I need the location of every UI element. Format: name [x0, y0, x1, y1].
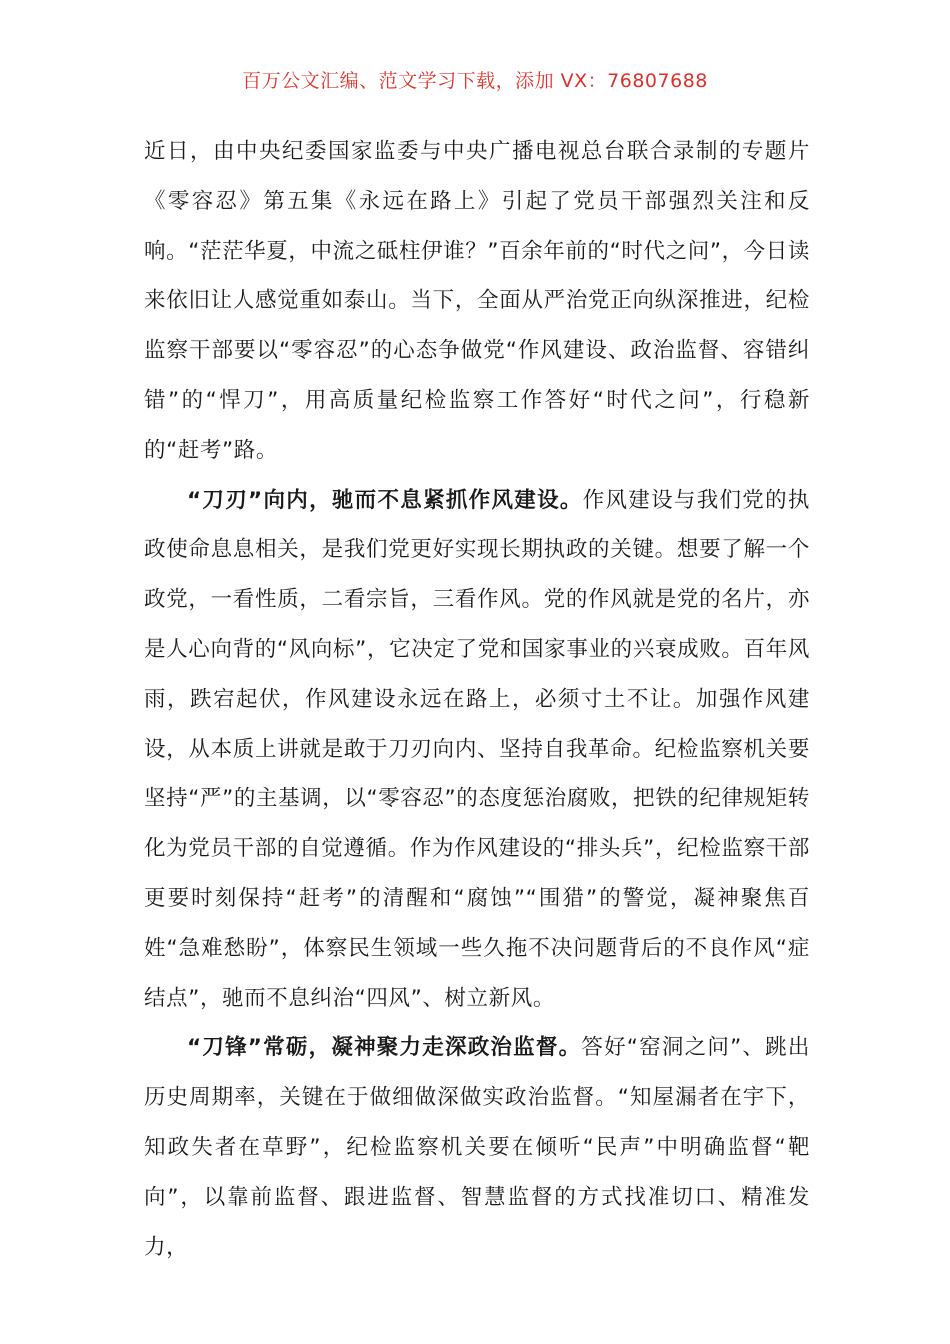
paragraph-text: 答好“窑洞之问”、跳出历史周期率，关键在于做细做深做实政治监督。“知屋漏者在宇下，知政失者在草野”，纪检监察机关要在倾听“民声”中明确监督“靶向”，以靠前监督、跟进监督、智慧监督的方式找准切口、精准发力， [144, 1035, 810, 1260]
paragraph-text: 近日，由中央纪委国家监委与中央广播电视总台联合录制的专题片《零容忍》第五集《永远在路上》引起了党员干部强烈关注和反响。“茫茫华夏，中流之砥柱伊谁？”百余年前的“时代之问”，今日读来依旧让人感觉重如泰山。当下，全面从严治党正向纵深推进，纪检监察干部要以“零容忍”的心态争做党“作风建设、政治监督、容错纠错”的“悍刀”，用高质量纪检监察工作答好“时代之问”，行稳新的“赶考”路。 [144, 139, 810, 463]
article-body [144, 127, 810, 1272]
section-paragraph-style [144, 476, 810, 1024]
intro-paragraph [144, 127, 810, 476]
section-heading-supervision: “刀锋”常砺，凝神聚力走深政治监督。 [187, 1035, 582, 1061]
paragraph-text: 作风建设与我们党的执政使命息息相关，是我们党更好实现长期执政的关键。想要了解一个政党，一看性质，二看宗旨，三看作风。党的作风就是党的名片，亦是人心向背的“风向标”，它决定了党和国家事业的兴衰成败。百年风雨，跌宕起伏，作风建设永远在路上，必须寸土不让。加强作风建设，从本质上讲就是敢于刀刃向内、坚持自我革命。纪检监察机关要坚持“严”的主基调，以“零容忍”的态度惩治腐败，把铁的纪律规矩转化为党员干部的自觉遵循。作为作风建设的“排头兵”，纪检监察干部更要时刻保持“赶考”的清醒和“腐蚀”“围猎”的警觉，凝神聚焦百姓“急难愁盼”，体察民生领域一些久拖不决问题背后的不良作风“症结点”，驰而不息纠治“四风”、树立新风。 [144, 487, 810, 1011]
section-paragraph-supervision [144, 1023, 810, 1272]
section-heading-style: “刀刃”向内，驰而不息紧抓作风建设。 [187, 487, 583, 513]
download-banner: 百万公文汇编、范文学习下载，添加 VX：76807688 [242, 70, 708, 92]
